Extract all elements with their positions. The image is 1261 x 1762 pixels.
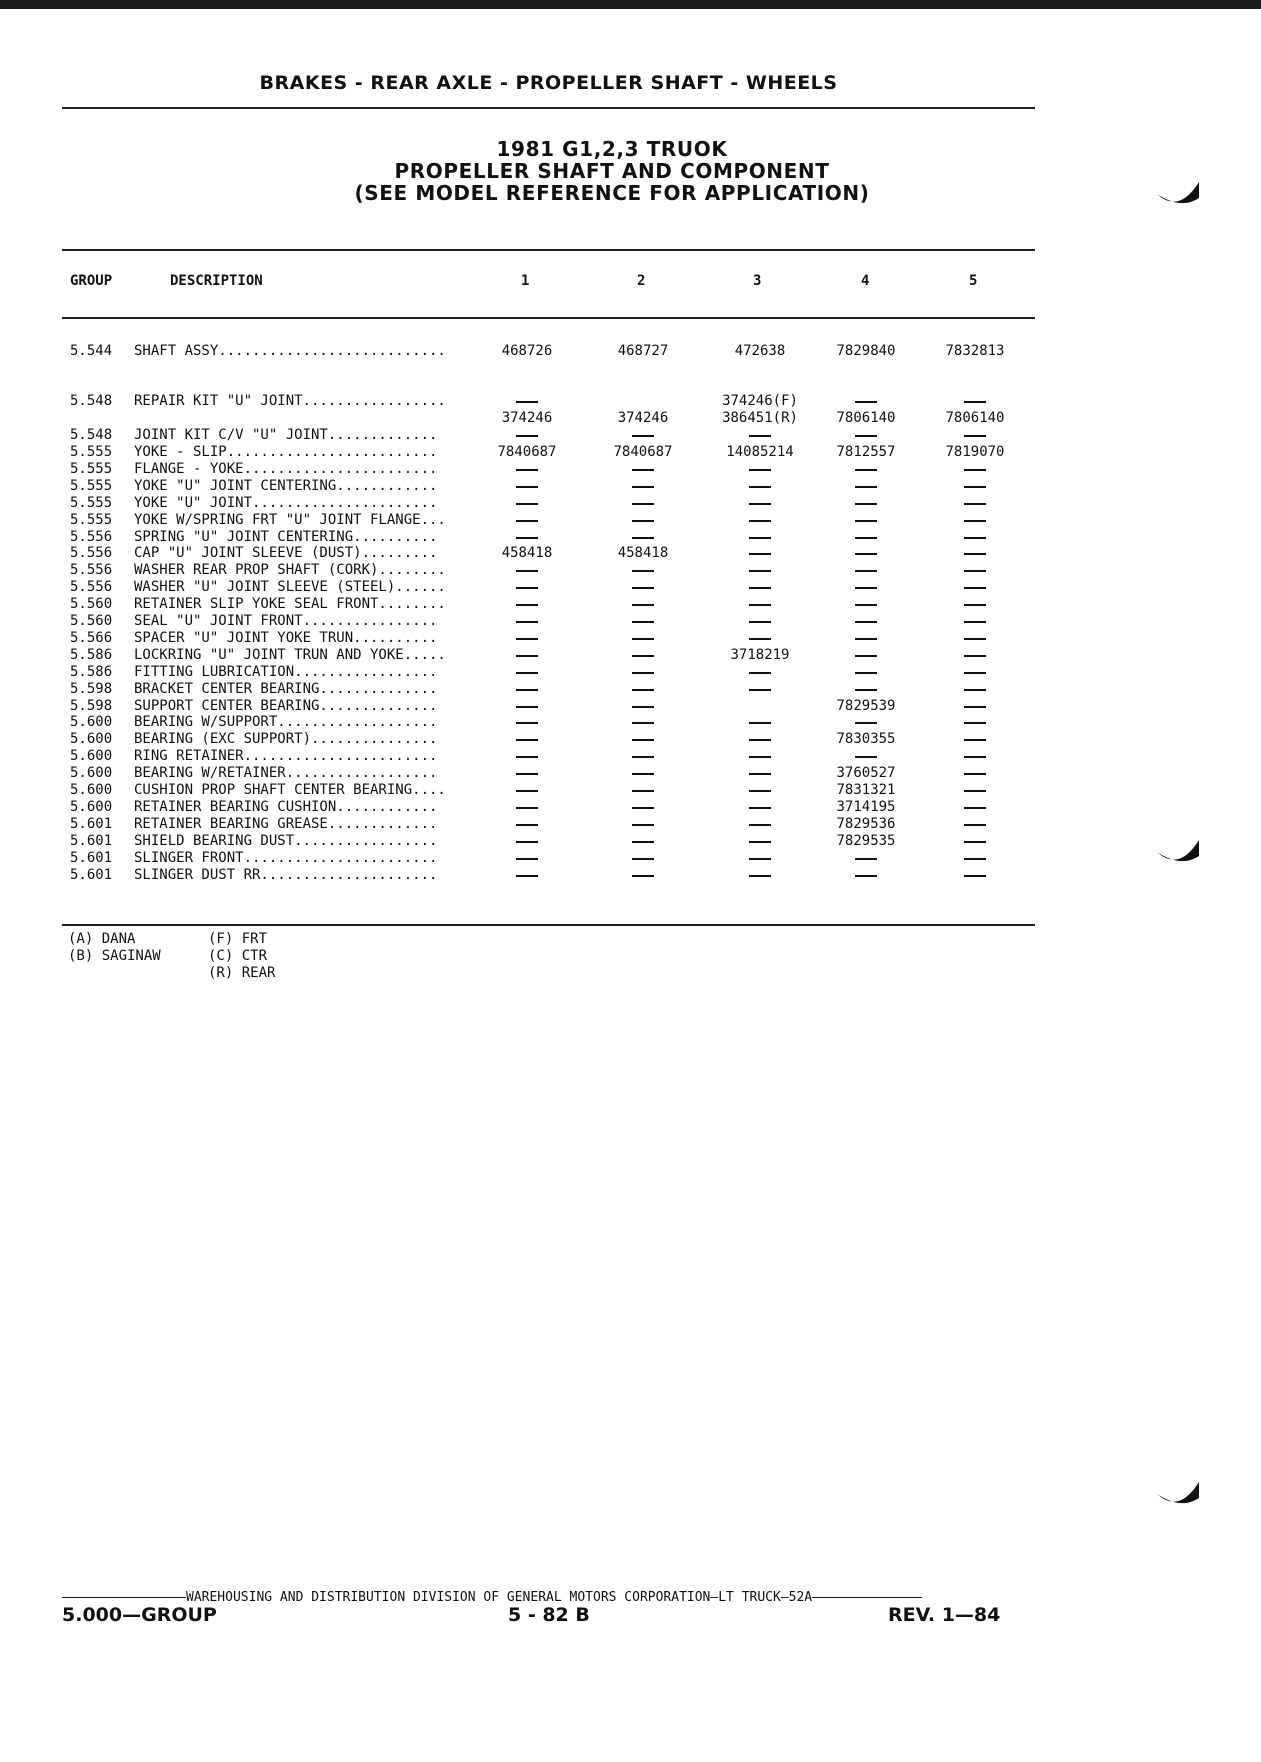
group-code: 5.600 — [70, 765, 113, 782]
binder-hole-mark-middle — [1155, 838, 1201, 868]
not-applicable-dash — [632, 858, 654, 860]
column-header-2: 2 — [637, 273, 646, 289]
not-applicable-dash — [632, 638, 654, 640]
group-code: 5.555 — [70, 460, 113, 477]
group-code: 5.598 — [70, 697, 113, 714]
not-applicable-dash — [632, 824, 654, 826]
not-applicable-dash — [749, 773, 771, 775]
not-applicable-dash — [964, 824, 986, 826]
not-applicable-dash — [516, 435, 538, 437]
binder-hole-mark-top — [1155, 180, 1201, 210]
column-header-1: 1 — [521, 273, 530, 289]
not-applicable-dash — [632, 807, 654, 809]
not-applicable-dash — [516, 790, 538, 792]
part-description: SLINGER DUST RR..................... — [134, 866, 438, 883]
not-applicable-dash — [749, 841, 771, 843]
not-applicable-dash — [964, 790, 986, 792]
footnote-b: (B) SAGINAW — [68, 948, 161, 964]
part-description: BEARING W/SUPPORT................... — [134, 714, 438, 731]
not-applicable-dash — [964, 486, 986, 488]
not-applicable-dash — [855, 537, 877, 539]
part-number: 472638 — [734, 343, 786, 359]
not-applicable-dash — [749, 503, 771, 505]
not-applicable-dash — [964, 604, 986, 606]
not-applicable-dash — [632, 722, 654, 724]
part-number: 458418 — [501, 545, 553, 562]
part-number: 7829535 — [836, 832, 896, 849]
part-number: 386451(R) — [722, 410, 798, 426]
part-number: 14085214 — [726, 444, 794, 460]
not-applicable-dash — [855, 570, 877, 572]
part-description: BEARING (EXC SUPPORT)............... — [134, 731, 438, 748]
not-applicable-dash — [855, 469, 877, 471]
not-applicable-dash — [516, 875, 538, 877]
part-number: 374246 — [501, 410, 553, 426]
column-header-3: 3 — [753, 273, 762, 289]
not-applicable-dash — [516, 503, 538, 505]
part-description: JOINT KIT C/V "U" JOINT............. — [134, 427, 438, 443]
part-number: 7840687 — [613, 444, 673, 460]
not-applicable-dash — [749, 486, 771, 488]
not-applicable-dash — [516, 401, 538, 403]
part-description: RETAINER SLIP YOKE SEAL FRONT........ — [134, 596, 446, 613]
group-code: 5.600 — [70, 748, 113, 765]
header-rule — [62, 107, 1035, 109]
not-applicable-dash — [516, 621, 538, 623]
group-code: 5.600 — [70, 714, 113, 731]
column-header-5: 5 — [969, 273, 978, 289]
not-applicable-dash — [964, 621, 986, 623]
not-applicable-dash — [964, 858, 986, 860]
not-applicable-dash — [516, 638, 538, 640]
group-code: 5.548 — [70, 393, 113, 409]
not-applicable-dash — [632, 875, 654, 877]
group-code: 5.586 — [70, 646, 113, 663]
not-applicable-dash — [855, 722, 877, 724]
part-description: YOKE "U" JOINT CENTERING............ — [134, 477, 438, 494]
not-applicable-dash — [964, 689, 986, 691]
group-code: 5.598 — [70, 680, 113, 697]
not-applicable-dash — [516, 807, 538, 809]
not-applicable-dash — [749, 824, 771, 826]
not-applicable-dash — [855, 672, 877, 674]
column-header-4: 4 — [861, 273, 870, 289]
not-applicable-dash — [632, 435, 654, 437]
footnote-r: (R) REAR — [208, 965, 276, 981]
column-header-description: DESCRIPTION — [170, 273, 263, 289]
part-description: CUSHION PROP SHAFT CENTER BEARING.... — [134, 782, 446, 798]
group-code: 5.601 — [70, 866, 113, 883]
footer-group: 5.000—GROUP — [62, 1604, 217, 1626]
not-applicable-dash — [749, 756, 771, 758]
part-number: 374246 — [617, 410, 669, 426]
part-number: 3714195 — [836, 798, 896, 815]
not-applicable-dash — [632, 841, 654, 843]
not-applicable-dash — [964, 706, 986, 708]
not-applicable-dash — [516, 722, 538, 724]
group-code: 5.555 — [70, 444, 113, 460]
group-code: 5.556 — [70, 579, 113, 596]
group-code: 5.560 — [70, 613, 113, 629]
group-code: 5.548 — [70, 427, 113, 443]
footer-revision: REV. 1—84 — [888, 1604, 1001, 1626]
not-applicable-dash — [964, 638, 986, 640]
not-applicable-dash — [855, 638, 877, 640]
part-description: SEAL "U" JOINT FRONT................ — [134, 613, 438, 629]
not-applicable-dash — [749, 520, 771, 522]
not-applicable-dash — [964, 435, 986, 437]
not-applicable-dash — [749, 537, 771, 539]
group-code: 5.560 — [70, 596, 113, 613]
not-applicable-dash — [964, 537, 986, 539]
part-number: 7830355 — [836, 731, 896, 748]
group-code: 5.600 — [70, 798, 113, 815]
part-number: 7806140 — [836, 410, 896, 426]
not-applicable-dash — [749, 858, 771, 860]
not-applicable-dash — [855, 756, 877, 758]
not-applicable-dash — [855, 520, 877, 522]
not-applicable-dash — [749, 790, 771, 792]
not-applicable-dash — [855, 858, 877, 860]
not-applicable-dash — [749, 875, 771, 877]
not-applicable-dash — [964, 739, 986, 741]
not-applicable-dash — [632, 587, 654, 589]
not-applicable-dash — [516, 773, 538, 775]
column-header-group: GROUP — [70, 273, 113, 289]
not-applicable-dash — [516, 570, 538, 572]
part-number: 7819070 — [945, 444, 1005, 460]
part-description: LOCKRING "U" JOINT TRUN AND YOKE..... — [134, 646, 446, 663]
part-description: SLINGER FRONT....................... — [134, 849, 438, 866]
not-applicable-dash — [632, 773, 654, 775]
part-description: RETAINER BEARING GREASE............. — [134, 815, 438, 832]
not-applicable-dash — [632, 672, 654, 674]
part-number: 7831321 — [836, 782, 896, 798]
footer-line-right — [812, 1597, 922, 1598]
not-applicable-dash — [632, 756, 654, 758]
group-code: 5.555 — [70, 494, 113, 511]
group-code: 5.586 — [70, 663, 113, 680]
not-applicable-dash — [516, 655, 538, 657]
footer-division-line — [62, 1590, 922, 1605]
title-line-1: 1981 G1,2,3 TRUOK — [496, 137, 728, 161]
group-code: 5.601 — [70, 849, 113, 866]
not-applicable-dash — [964, 553, 986, 555]
part-description: BEARING W/RETAINER.................. — [134, 765, 438, 782]
table-top-rule — [62, 249, 1035, 251]
part-description: BRACKET CENTER BEARING.............. — [134, 680, 438, 697]
not-applicable-dash — [516, 587, 538, 589]
not-applicable-dash — [964, 655, 986, 657]
not-applicable-dash — [964, 503, 986, 505]
part-number: 458418 — [617, 545, 669, 562]
title-line-2: PROPELLER SHAFT AND COMPONENT — [394, 159, 830, 183]
part-description: REPAIR KIT "U" JOINT................. — [134, 393, 446, 409]
part-number: 7840687 — [497, 444, 557, 460]
not-applicable-dash — [516, 520, 538, 522]
not-applicable-dash — [964, 773, 986, 775]
not-applicable-dash — [964, 672, 986, 674]
not-applicable-dash — [632, 689, 654, 691]
footer-division-text: WAREHOUSING AND DISTRIBUTION DIVISION OF GENERAL MOTORS CORPORATION—LT TRUCK—52A — [186, 1590, 813, 1605]
not-applicable-dash — [632, 655, 654, 657]
part-description: SPRING "U" JOINT CENTERING.......... — [134, 528, 438, 545]
not-applicable-dash — [749, 672, 771, 674]
not-applicable-dash — [632, 537, 654, 539]
part-description: FITTING LUBRICATION................. — [134, 663, 438, 680]
part-description: CAP "U" JOINT SLEEVE (DUST)......... — [134, 545, 438, 562]
part-number: 468727 — [617, 343, 669, 359]
part-number: 7829840 — [836, 343, 896, 359]
not-applicable-dash — [964, 401, 986, 403]
not-applicable-dash — [749, 435, 771, 437]
part-number: 7829539 — [836, 697, 896, 714]
not-applicable-dash — [964, 469, 986, 471]
part-number: 3760527 — [836, 765, 896, 782]
not-applicable-dash — [964, 875, 986, 877]
footnote-c: (C) CTR — [208, 948, 268, 964]
part-description: SHAFT ASSY........................... — [134, 343, 446, 359]
page-title-block — [62, 138, 1162, 204]
title-line-3: (SEE MODEL REFERENCE FOR APPLICATION) — [354, 181, 870, 205]
not-applicable-dash — [516, 858, 538, 860]
part-description: SUPPORT CENTER BEARING.............. — [134, 697, 438, 714]
group-code: 5.600 — [70, 782, 113, 798]
not-applicable-dash — [855, 689, 877, 691]
footnote-f: (F) FRT — [208, 931, 268, 947]
part-description: WASHER "U" JOINT SLEEVE (STEEL)...... — [134, 579, 446, 596]
not-applicable-dash — [749, 570, 771, 572]
not-applicable-dash — [749, 469, 771, 471]
not-applicable-dash — [632, 486, 654, 488]
not-applicable-dash — [964, 520, 986, 522]
part-number: 7829536 — [836, 815, 896, 832]
part-number: 7812557 — [836, 444, 896, 460]
part-description: YOKE W/SPRING FRT "U" JOINT FLANGE... — [134, 511, 446, 528]
not-applicable-dash — [855, 875, 877, 877]
not-applicable-dash — [516, 604, 538, 606]
not-applicable-dash — [632, 520, 654, 522]
part-number: 468726 — [501, 343, 553, 359]
not-applicable-dash — [964, 722, 986, 724]
not-applicable-dash — [749, 807, 771, 809]
not-applicable-dash — [964, 756, 986, 758]
not-applicable-dash — [749, 621, 771, 623]
not-applicable-dash — [516, 824, 538, 826]
not-applicable-dash — [855, 486, 877, 488]
not-applicable-dash — [749, 739, 771, 741]
group-code: 5.601 — [70, 815, 113, 832]
not-applicable-dash — [632, 469, 654, 471]
not-applicable-dash — [964, 807, 986, 809]
not-applicable-dash — [516, 841, 538, 843]
not-applicable-dash — [749, 689, 771, 691]
not-applicable-dash — [516, 537, 538, 539]
group-code: 5.566 — [70, 629, 113, 646]
group-code: 5.544 — [70, 343, 113, 359]
not-applicable-dash — [516, 756, 538, 758]
binder-hole-mark-bottom — [1155, 1480, 1201, 1510]
part-description: WASHER REAR PROP SHAFT (CORK)........ — [134, 562, 446, 579]
group-code: 5.601 — [70, 832, 113, 849]
part-number: 7832813 — [945, 343, 1005, 359]
part-description: YOKE - SLIP......................... — [134, 444, 438, 460]
group-code: 5.600 — [70, 731, 113, 748]
not-applicable-dash — [632, 706, 654, 708]
part-description: FLANGE - YOKE....................... — [134, 460, 438, 477]
part-number: 7806140 — [945, 410, 1005, 426]
not-applicable-dash — [749, 587, 771, 589]
not-applicable-dash — [964, 587, 986, 589]
footnote-a: (A) DANA — [68, 931, 136, 947]
part-number: 374246(F) — [722, 393, 798, 409]
not-applicable-dash — [749, 604, 771, 606]
not-applicable-dash — [632, 570, 654, 572]
not-applicable-dash — [855, 604, 877, 606]
part-description: RING RETAINER....................... — [134, 748, 438, 765]
not-applicable-dash — [632, 503, 654, 505]
group-code: 5.555 — [70, 477, 113, 494]
not-applicable-dash — [749, 553, 771, 555]
group-code: 5.556 — [70, 562, 113, 579]
not-applicable-dash — [516, 486, 538, 488]
top-edge-bar — [0, 0, 1261, 9]
not-applicable-dash — [855, 435, 877, 437]
not-applicable-dash — [855, 587, 877, 589]
not-applicable-dash — [749, 722, 771, 724]
part-description: SHIELD BEARING DUST................. — [134, 832, 438, 849]
not-applicable-dash — [855, 401, 877, 403]
not-applicable-dash — [632, 621, 654, 623]
column-header-rule — [62, 317, 1035, 319]
part-number: 3718219 — [730, 646, 790, 663]
not-applicable-dash — [516, 739, 538, 741]
not-applicable-dash — [964, 570, 986, 572]
part-description: RETAINER BEARING CUSHION............ — [134, 798, 438, 815]
not-applicable-dash — [632, 739, 654, 741]
not-applicable-dash — [855, 503, 877, 505]
group-code: 5.556 — [70, 545, 113, 562]
part-description: YOKE "U" JOINT...................... — [134, 494, 438, 511]
footer-page-number: 5 - 82 B — [508, 1604, 590, 1626]
group-code: 5.556 — [70, 528, 113, 545]
not-applicable-dash — [632, 790, 654, 792]
section-header: BRAKES - REAR AXLE - PROPELLER SHAFT - WHEELS — [259, 72, 838, 94]
not-applicable-dash — [632, 604, 654, 606]
footer-line-left — [62, 1597, 186, 1598]
not-applicable-dash — [516, 706, 538, 708]
not-applicable-dash — [516, 689, 538, 691]
part-description: SPACER "U" JOINT YOKE TRUN.......... — [134, 629, 438, 646]
not-applicable-dash — [749, 638, 771, 640]
not-applicable-dash — [855, 553, 877, 555]
not-applicable-dash — [964, 841, 986, 843]
table-bottom-rule — [62, 924, 1035, 926]
group-code: 5.555 — [70, 511, 113, 528]
not-applicable-dash — [516, 469, 538, 471]
not-applicable-dash — [516, 672, 538, 674]
not-applicable-dash — [855, 655, 877, 657]
not-applicable-dash — [855, 621, 877, 623]
